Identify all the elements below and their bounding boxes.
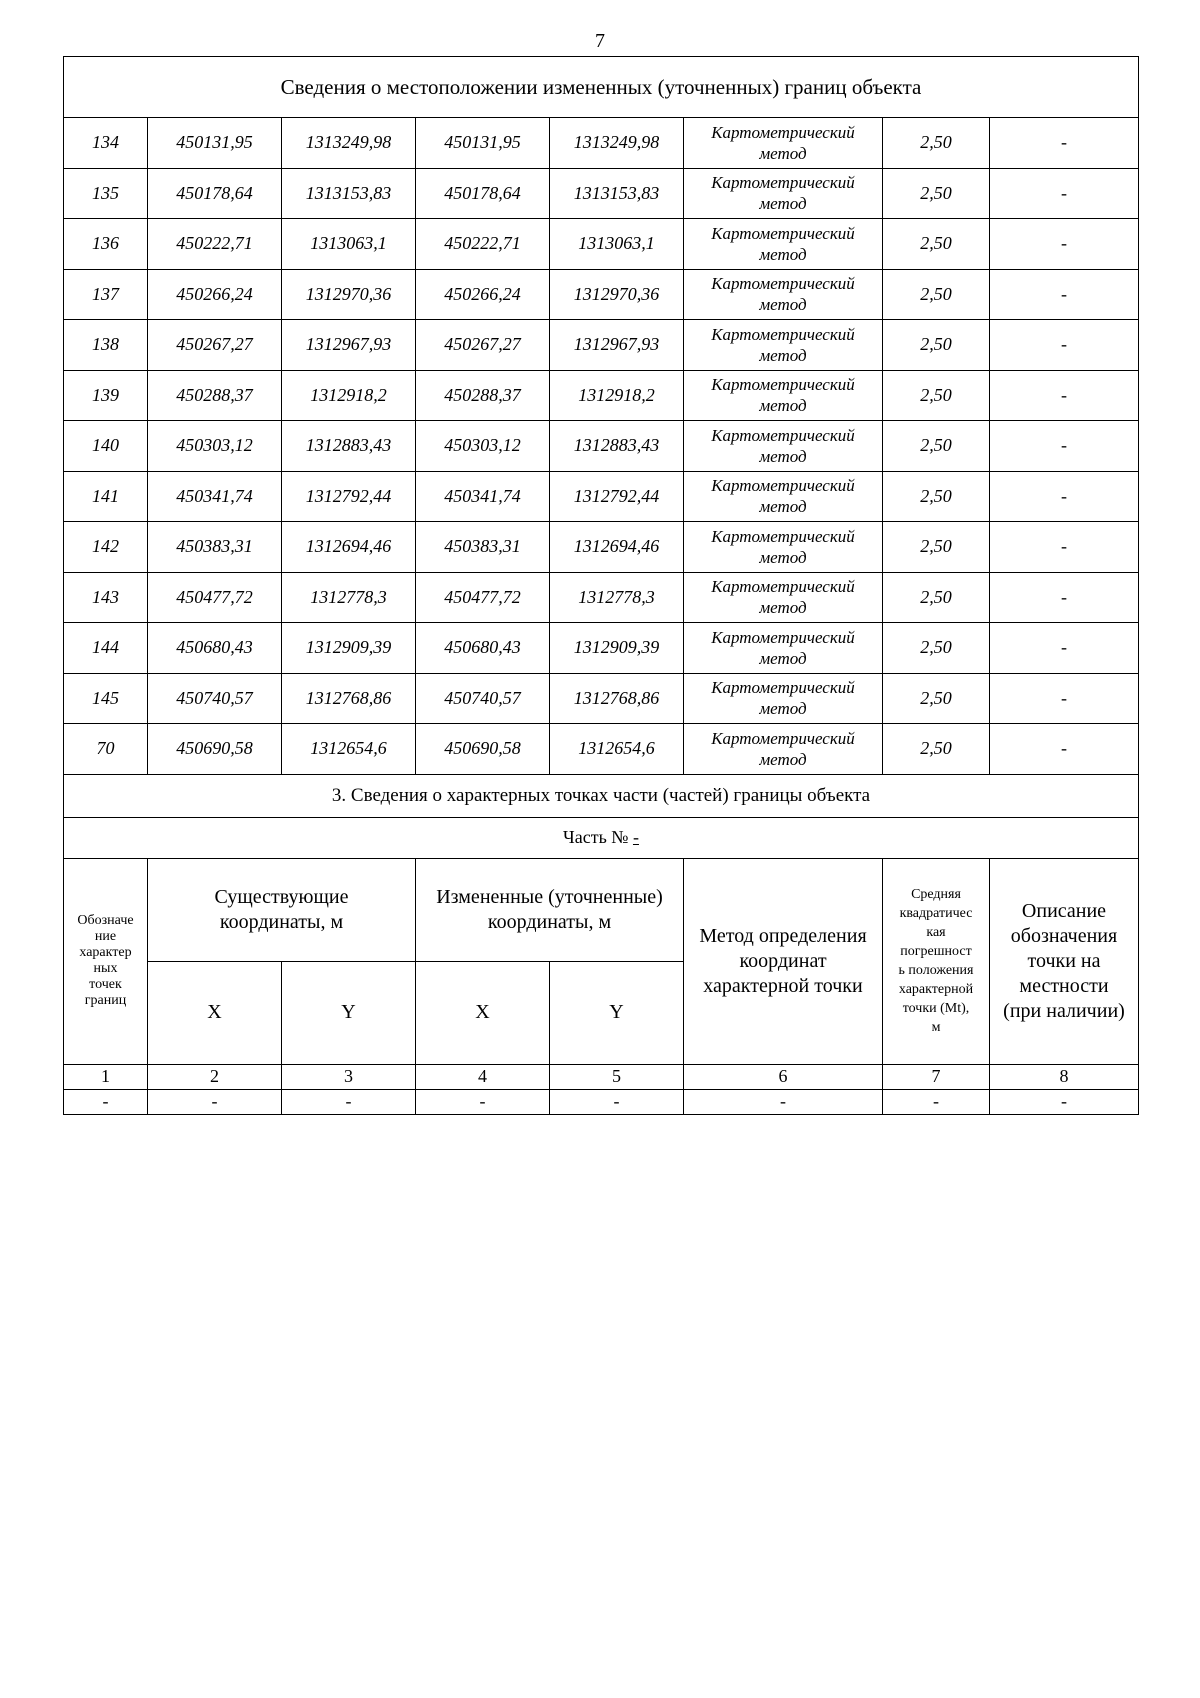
header-changed-coords-line: Измененные (уточненные) — [436, 885, 663, 908]
changed-x: 450383,31 — [416, 522, 550, 573]
existing-y: 1312883,43 — [282, 421, 416, 472]
empty-cell: - — [883, 1089, 990, 1114]
part-value: - — [632, 827, 639, 847]
method-line: Картометрический — [711, 526, 855, 546]
column-numbers-row — [64, 1064, 1139, 1089]
point-number: 143 — [64, 572, 148, 623]
error-value: 2,50 — [883, 219, 990, 270]
description-value: - — [990, 623, 1139, 674]
changed-y: 1312694,46 — [550, 522, 684, 573]
column-number: 1 — [64, 1064, 148, 1089]
point-number: 70 — [64, 724, 148, 775]
empty-cell: - — [64, 1089, 148, 1114]
error-value: 2,50 — [883, 320, 990, 371]
header-point-designation-line: Обозначе — [77, 913, 134, 928]
changed-x: 450303,12 — [416, 421, 550, 472]
method-line: Картометрический — [711, 425, 855, 445]
method-cell — [684, 522, 883, 573]
existing-x: 450266,24 — [148, 269, 282, 320]
existing-y: 1312654,6 — [282, 724, 416, 775]
method-cell — [684, 118, 883, 169]
description-value: - — [990, 269, 1139, 320]
method-line: метод — [759, 446, 807, 466]
header-existing-coords-line: Существующие — [214, 885, 349, 908]
method-line: метод — [759, 699, 807, 719]
changed-y: 1313153,83 — [550, 168, 684, 219]
header-point-designation — [64, 858, 148, 1064]
point-number: 140 — [64, 421, 148, 472]
section-title: Сведения о местоположении измененных (уточненных) границ объекта — [64, 57, 1139, 118]
changed-x: 450131,95 — [416, 118, 550, 169]
column-number: 3 — [282, 1064, 416, 1089]
method-line: метод — [759, 345, 807, 365]
method-cell — [684, 421, 883, 472]
table-row — [64, 421, 1139, 472]
header-description — [990, 858, 1139, 1064]
existing-y: 1313153,83 — [282, 168, 416, 219]
column-number: 5 — [550, 1064, 684, 1089]
column-number: 7 — [883, 1064, 990, 1089]
existing-y: 1312909,39 — [282, 623, 416, 674]
header-description-line: точки на — [1027, 949, 1101, 972]
method-cell — [684, 673, 883, 724]
header-error — [883, 858, 990, 1064]
point-number: 136 — [64, 219, 148, 270]
empty-cell: - — [282, 1089, 416, 1114]
changed-y: 1313063,1 — [550, 219, 684, 270]
existing-x: 450680,43 — [148, 623, 282, 674]
description-value: - — [990, 168, 1139, 219]
existing-x: 450288,37 — [148, 370, 282, 421]
column-number: 2 — [148, 1064, 282, 1089]
error-value: 2,50 — [883, 724, 990, 775]
table-row — [64, 673, 1139, 724]
method-cell — [684, 320, 883, 371]
part-cell — [64, 817, 1139, 858]
header-point-designation-line: ных — [93, 961, 118, 976]
existing-y: 1312792,44 — [282, 471, 416, 522]
header-error-line: Средняя — [911, 887, 961, 902]
part-label: Часть № — [563, 827, 629, 847]
method-cell — [684, 168, 883, 219]
changed-x: 450477,72 — [416, 572, 550, 623]
header-error-line: ь положения — [898, 963, 974, 978]
changed-y: 1312778,3 — [550, 572, 684, 623]
changed-x: 450680,43 — [416, 623, 550, 674]
header-row-top — [64, 858, 1139, 961]
method-cell — [684, 471, 883, 522]
header-changed-coords — [416, 858, 684, 961]
error-value: 2,50 — [883, 269, 990, 320]
header-changed-coords-line: координаты, м — [487, 910, 612, 933]
method-cell — [684, 572, 883, 623]
description-value: - — [990, 522, 1139, 573]
method-line: Картометрический — [711, 728, 855, 748]
existing-x: 450477,72 — [148, 572, 282, 623]
header-error-line: квадратичес — [899, 906, 973, 921]
empty-cell: - — [684, 1089, 883, 1114]
method-line: метод — [759, 547, 807, 567]
existing-y: 1312778,3 — [282, 572, 416, 623]
changed-x: 450222,71 — [416, 219, 550, 270]
table-row — [64, 724, 1139, 775]
changed-y: 1312792,44 — [550, 471, 684, 522]
method-line: Картометрический — [711, 223, 855, 243]
header-description-line: Описание — [1021, 899, 1107, 922]
table-row — [64, 572, 1139, 623]
header-description-line: обозначения — [1010, 924, 1118, 947]
section3-title: 3. Сведения о характерных точках части (частей) границы объекта — [64, 774, 1139, 817]
header-point-designation-line: ние — [94, 929, 117, 944]
method-line: метод — [759, 598, 807, 618]
method-line: метод — [759, 648, 807, 668]
description-value: - — [990, 320, 1139, 371]
method-line: метод — [759, 194, 807, 214]
method-cell — [684, 623, 883, 674]
error-value: 2,50 — [883, 118, 990, 169]
table-row — [64, 522, 1139, 573]
error-value: 2,50 — [883, 168, 990, 219]
header-error-line: м — [931, 1020, 941, 1035]
page-number: 7 — [595, 30, 605, 52]
header-point-designation-line: характер — [79, 945, 132, 960]
point-number: 137 — [64, 269, 148, 320]
changed-x: 450740,57 — [416, 673, 550, 724]
header-x: X — [416, 961, 550, 1064]
method-cell — [684, 269, 883, 320]
header-method-line: Метод определения — [699, 924, 867, 947]
method-line: метод — [759, 244, 807, 264]
point-number: 135 — [64, 168, 148, 219]
header-existing-coords-line: координаты, м — [219, 910, 344, 933]
table-row — [64, 168, 1139, 219]
method-cell — [684, 219, 883, 270]
changed-y: 1312909,39 — [550, 623, 684, 674]
point-number: 134 — [64, 118, 148, 169]
existing-y: 1312768,86 — [282, 673, 416, 724]
empty-cell: - — [148, 1089, 282, 1114]
header-point-designation-line: границ — [84, 993, 127, 1008]
existing-y: 1313249,98 — [282, 118, 416, 169]
point-number: 142 — [64, 522, 148, 573]
point-number: 138 — [64, 320, 148, 371]
header-y: Y — [282, 961, 416, 1064]
header-error-line: кая — [926, 925, 946, 940]
table-row — [64, 1089, 1139, 1114]
column-number: 8 — [990, 1064, 1139, 1089]
description-value: - — [990, 673, 1139, 724]
changed-y: 1312967,93 — [550, 320, 684, 371]
table-row — [64, 471, 1139, 522]
existing-x: 450740,57 — [148, 673, 282, 724]
existing-x: 450267,27 — [148, 320, 282, 371]
header-method-line: характерной точки — [703, 974, 863, 997]
point-number: 139 — [64, 370, 148, 421]
error-value: 2,50 — [883, 421, 990, 472]
existing-x: 450341,74 — [148, 471, 282, 522]
point-number: 141 — [64, 471, 148, 522]
column-number: 4 — [416, 1064, 550, 1089]
existing-x: 450303,12 — [148, 421, 282, 472]
error-value: 2,50 — [883, 471, 990, 522]
existing-x: 450178,64 — [148, 168, 282, 219]
method-line: метод — [759, 497, 807, 517]
header-error-line: характерной — [898, 982, 974, 997]
header-y: Y — [550, 961, 684, 1064]
existing-x: 450383,31 — [148, 522, 282, 573]
changed-y: 1312970,36 — [550, 269, 684, 320]
table-row — [64, 623, 1139, 674]
table-row — [64, 370, 1139, 421]
header-description-line: местности — [1019, 974, 1109, 997]
table-row — [64, 269, 1139, 320]
existing-x: 450690,58 — [148, 724, 282, 775]
column-number: 6 — [684, 1064, 883, 1089]
empty-cell: - — [550, 1089, 684, 1114]
method-line: Картометрический — [711, 678, 855, 698]
changed-y: 1313249,98 — [550, 118, 684, 169]
header-point-designation-line: точек — [89, 977, 122, 992]
section3-row — [64, 774, 1139, 817]
header-error-line: точки (Mt), — [902, 1001, 970, 1016]
existing-x: 450222,71 — [148, 219, 282, 270]
changed-x: 450341,74 — [416, 471, 550, 522]
point-number: 145 — [64, 673, 148, 724]
description-value: - — [990, 219, 1139, 270]
changed-y: 1312883,43 — [550, 421, 684, 472]
changed-x: 450690,58 — [416, 724, 550, 775]
changed-y: 1312918,2 — [550, 370, 684, 421]
method-line: Картометрический — [711, 324, 855, 344]
error-value: 2,50 — [883, 673, 990, 724]
existing-y: 1312970,36 — [282, 269, 416, 320]
method-cell — [684, 724, 883, 775]
changed-y: 1312654,6 — [550, 724, 684, 775]
error-value: 2,50 — [883, 623, 990, 674]
method-cell — [684, 370, 883, 421]
method-line: метод — [759, 396, 807, 416]
existing-y: 1312694,46 — [282, 522, 416, 573]
changed-x: 450178,64 — [416, 168, 550, 219]
header-existing-coords — [148, 858, 416, 961]
empty-cell: - — [416, 1089, 550, 1114]
table-row — [64, 219, 1139, 270]
boundary-points-table — [63, 56, 1139, 1115]
empty-cell: - — [990, 1089, 1139, 1114]
point-number: 144 — [64, 623, 148, 674]
method-line: метод — [759, 749, 807, 769]
changed-x: 450267,27 — [416, 320, 550, 371]
method-line: Картометрический — [711, 173, 855, 193]
changed-x: 450288,37 — [416, 370, 550, 421]
header-x: X — [148, 961, 282, 1064]
existing-y: 1312967,93 — [282, 320, 416, 371]
error-value: 2,50 — [883, 572, 990, 623]
changed-x: 450266,24 — [416, 269, 550, 320]
error-value: 2,50 — [883, 522, 990, 573]
description-value: - — [990, 471, 1139, 522]
table-row — [64, 320, 1139, 371]
description-value: - — [990, 118, 1139, 169]
description-value: - — [990, 370, 1139, 421]
method-line: Картометрический — [711, 375, 855, 395]
changed-y: 1312768,86 — [550, 673, 684, 724]
method-line: метод — [759, 143, 807, 163]
header-error-line: погрешност — [900, 944, 972, 959]
table-row — [64, 118, 1139, 169]
method-line: Картометрический — [711, 122, 855, 142]
error-value: 2,50 — [883, 370, 990, 421]
method-line: метод — [759, 295, 807, 315]
description-value: - — [990, 724, 1139, 775]
header-method-line: координат — [739, 949, 827, 972]
existing-y: 1312918,2 — [282, 370, 416, 421]
description-value: - — [990, 572, 1139, 623]
existing-y: 1313063,1 — [282, 219, 416, 270]
header-method — [684, 858, 883, 1064]
header-description-line: (при наличии) — [1003, 999, 1125, 1022]
description-value: - — [990, 421, 1139, 472]
section-title-row — [64, 57, 1139, 118]
existing-x: 450131,95 — [148, 118, 282, 169]
method-line: Картометрический — [711, 476, 855, 496]
method-line: Картометрический — [711, 577, 855, 597]
method-line: Картометрический — [711, 627, 855, 647]
part-row — [64, 817, 1139, 858]
method-line: Картометрический — [711, 274, 855, 294]
